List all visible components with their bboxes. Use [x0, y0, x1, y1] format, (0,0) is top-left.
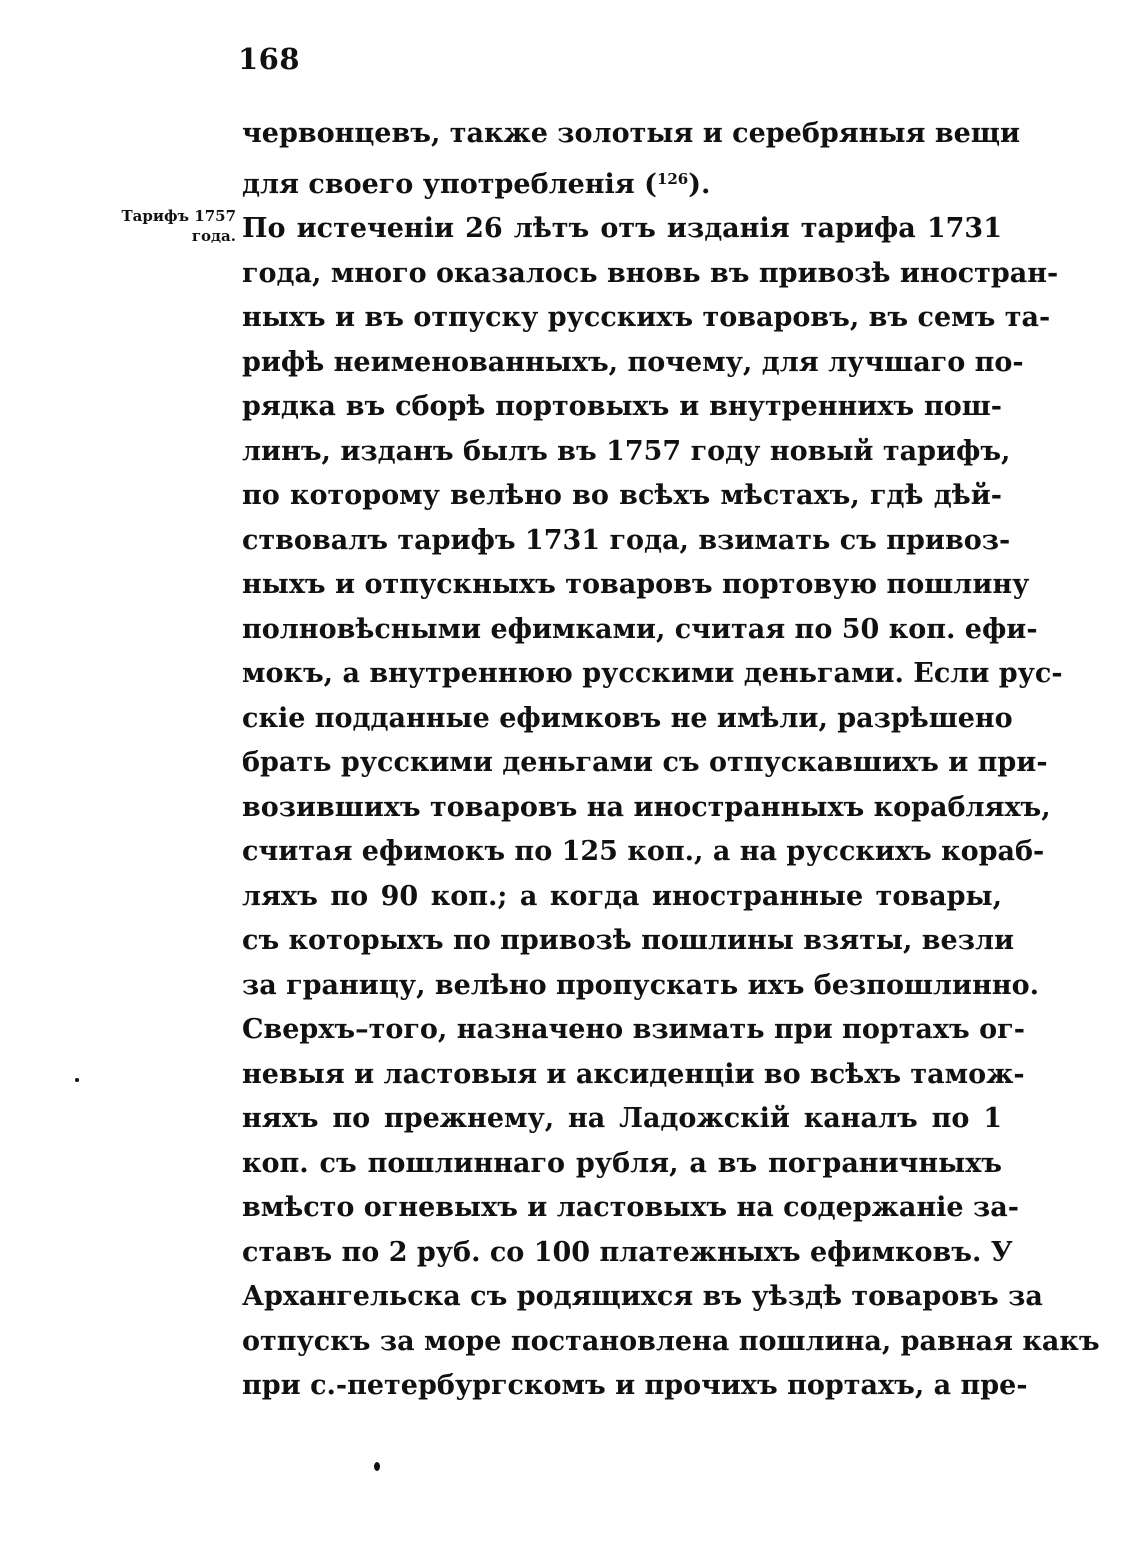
text-line: ставъ по 2 руб. со 100 платежныхъ ефимковъ. У: [242, 1236, 1013, 1268]
text-line: Сверхъ–того, назначено взимать при портахъ ог-: [242, 1014, 1025, 1045]
text-line: рифѣ неименованныхъ, почему, для лучшаго по-: [242, 346, 1024, 378]
margin-note-line: года.: [191, 227, 236, 245]
text-line: ныхъ и отпускныхъ товаровъ портовую пошлину: [242, 569, 1030, 600]
text-line: червонцевъ, также золотыя и серебряныя вещи: [242, 118, 1021, 149]
text-line: ляхъ по 90 коп.; а когда иностранные товары,: [242, 880, 1002, 912]
text-line: брать русскими деньгами съ отпускавшихъ и при-: [242, 747, 1048, 778]
text-line: года, много оказалось вновь въ привозѣ иностран-: [242, 257, 1059, 289]
text-line: по которому велѣно во всѣхъ мѣстахъ, гдѣ дѣй-: [242, 480, 1002, 511]
ink-speck: [75, 1078, 79, 1082]
footnote-reference: 126: [656, 169, 689, 188]
text-line: полновѣсными ефимками, считая по 50 коп. ефи-: [242, 613, 1038, 645]
margin-note-line: Тарифъ 1757: [121, 207, 236, 225]
page-number: 168: [238, 42, 301, 76]
text-line: скіе подданные ефимковъ не имѣли, разрѣшено: [242, 702, 1013, 734]
text-line: невыя и ластовыя и аксиденціи во всѣхъ тамож-: [242, 1058, 1025, 1090]
text-line: По истеченіи 26 лѣтъ отъ изданія тарифа 1731: [242, 213, 1002, 244]
text-line: съ которыхъ по привозѣ пошлины взяты, везли: [242, 925, 1015, 956]
text-line: ныхъ и въ отпуску русскихъ товаровъ, въ семъ та-: [242, 302, 1051, 333]
text-line: рядка въ сборѣ портовыхъ и внутреннихъ пош-: [242, 391, 1002, 422]
text-line: считая ефимокъ по 125 коп., а на русскихъ кораб-: [242, 836, 1045, 867]
text-line: при с.-петербургскомъ и прочихъ портахъ, а пре-: [242, 1370, 1028, 1401]
text-line: вмѣсто огневыхъ и ластовыхъ на содержаніе за-: [242, 1192, 1019, 1223]
ink-speck: [374, 1462, 380, 1471]
text-line: ствовалъ тарифъ 1731 года, взимать съ привоз-: [242, 524, 1011, 556]
text-line-with-footnote: [242, 157, 1002, 208]
text-line: коп. съ пошлиннаго рубля, а въ пограничныхъ: [242, 1147, 1002, 1179]
text-line: няхъ по прежнему, на Ладожскій каналъ по 1: [242, 1103, 1002, 1134]
text-line: линъ, изданъ былъ въ 1757 году новый тарифъ,: [242, 435, 1011, 467]
body-text: [242, 112, 1100, 1409]
text-line: возившихъ товаровъ на иностранныхъ корабляхъ,: [242, 791, 1051, 823]
text-line: Архангельска съ родящихся въ уѣздѣ товаровъ за: [242, 1281, 1043, 1312]
text-line: мокъ, а внутреннюю русскими деньгами. Если рус-: [242, 658, 1063, 689]
text-line: за границу, велѣно пропускать ихъ безпошлинно.: [242, 969, 1040, 1001]
text-line-content: для своего употребленія (: [242, 168, 657, 200]
margin-note: [98, 206, 236, 246]
text-line: отпускъ за море постановлена пошлина, равная какъ: [242, 1325, 1100, 1357]
footnote-close: ).: [688, 168, 711, 200]
